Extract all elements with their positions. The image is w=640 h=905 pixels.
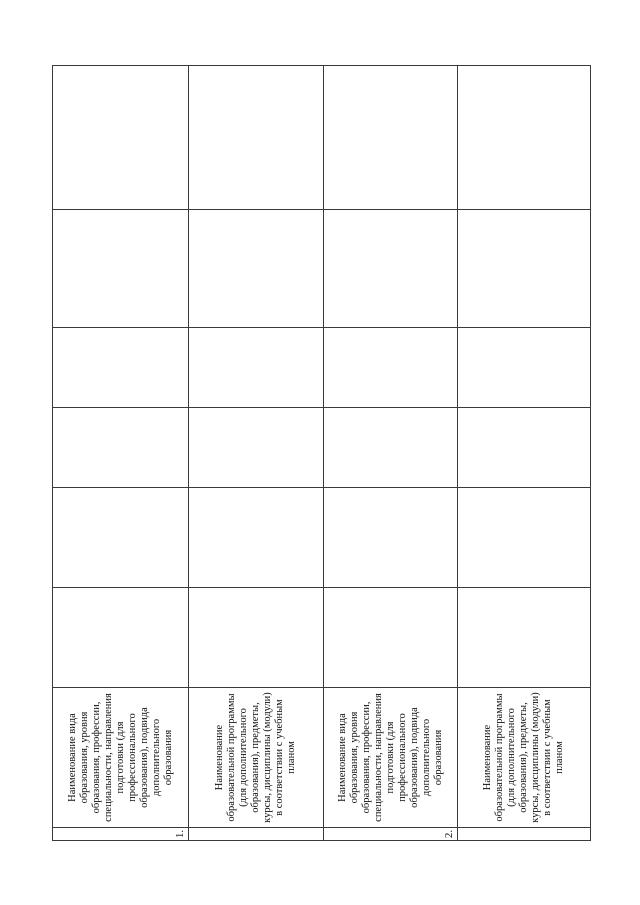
empty-cell xyxy=(324,66,458,210)
row-number xyxy=(189,828,324,841)
empty-cell xyxy=(189,328,324,408)
empty-cell xyxy=(324,408,458,488)
empty-cell xyxy=(189,588,324,688)
empty-cell xyxy=(53,210,189,328)
empty-cell xyxy=(53,488,189,588)
empty-cell xyxy=(458,488,591,588)
empty-cell xyxy=(458,210,591,328)
table-row xyxy=(458,66,591,841)
row-number: 1. xyxy=(53,828,189,841)
empty-cell xyxy=(189,488,324,588)
empty-cell xyxy=(458,328,591,408)
empty-cell xyxy=(189,66,324,210)
rotated-page xyxy=(52,66,590,841)
empty-cell xyxy=(324,210,458,328)
empty-cell xyxy=(458,408,591,488)
empty-cell xyxy=(324,488,458,588)
empty-cell xyxy=(458,66,591,210)
empty-cell xyxy=(53,408,189,488)
row-number: 2. xyxy=(324,828,458,841)
row-title: Наименование вида образования, уровня образования, профессии, специальности, направления подготовки (для профессионального образования), подвида дополнительного образования xyxy=(324,688,458,828)
empty-cell xyxy=(53,588,189,688)
row-title: Наименование вида образования, уровня образования, профессии, специальности, направления подготовки (для профессионального образования), подвида дополнительного образования xyxy=(53,688,189,828)
row-number xyxy=(458,828,591,841)
table-row xyxy=(189,66,324,841)
row-title: Наименование образовательной программы (для дополнительного образования), предметы, курсы, дисциплины (модули) в соответствии с учебным планом xyxy=(189,688,324,828)
row-title: Наименование образовательной программы (для дополнительного образования), предметы, курсы, дисциплины (модули) в соответствии с учебным планом xyxy=(458,688,591,828)
empty-cell xyxy=(53,328,189,408)
education-programs-table xyxy=(52,65,591,841)
table-row xyxy=(324,66,458,841)
empty-cell xyxy=(53,66,189,210)
empty-cell xyxy=(458,588,591,688)
empty-cell xyxy=(189,408,324,488)
empty-cell xyxy=(189,210,324,328)
empty-cell xyxy=(324,328,458,408)
empty-cell xyxy=(324,588,458,688)
table-row xyxy=(53,66,189,841)
